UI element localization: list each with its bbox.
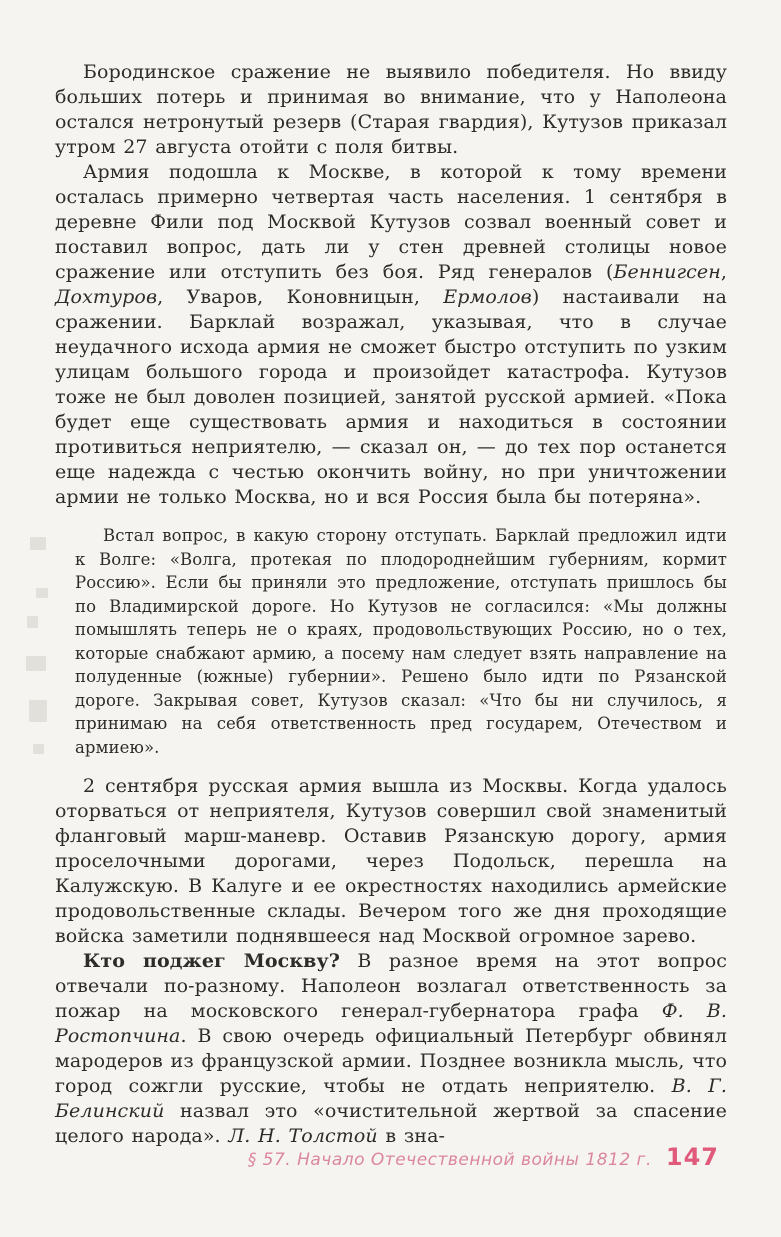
text-column bbox=[55, 60, 727, 1149]
person-name-belinsky: В. Г. Белинский bbox=[55, 1075, 727, 1122]
paragraph-text: 2 сентября русская армия вышла из Москвы. Когда удалось оторваться от неприятеля, Кутузов совершил свой знаменитый фланговый марш-маневр. Оставив Рязанскую дорогу, армия проселочными дорогами, через Подольск, перешла на Калужскую. В Калуге и ее окрестностях находились армейские продовольственные склады. Вечером того же дня проходящие войска заметили поднявшееся над Москвой огромное зарево. bbox=[55, 775, 727, 947]
person-name-rostopchin: Ф. В. Ростопчина bbox=[55, 1000, 727, 1047]
paragraph-moscow-fire bbox=[55, 949, 727, 1149]
page-footer bbox=[248, 1143, 719, 1171]
general-name-bennigsen: Беннигсен bbox=[613, 261, 721, 283]
print-bleed-mark bbox=[36, 588, 48, 598]
paragraph-fili-council bbox=[55, 160, 727, 510]
paragraph-text: В разное время на этот вопрос отвечали по-разному. Наполеон возлагал ответственность за пожар на московского генерал-губернатора графа bbox=[55, 950, 728, 1022]
person-name-tolstoy: Л. Н. Толстой bbox=[228, 1125, 378, 1147]
paragraph-text: Армия подошла к Москве, в которой к тому времени осталась примерно четвертая часть населения. 1 сентября в деревне Фили под Москвой Кутузов созвал военный совет и поставил вопрос, дать ли у стен древней столицы новое сражение или отступить без боя. Ряд генералов ( bbox=[55, 161, 727, 283]
print-bleed-mark bbox=[27, 616, 38, 628]
paragraph-text: . В свою очередь официальный Петербург обвинял мародеров из французской армии. Позднее возникла мысль, что город сожгли русские, чтобы не отдать неприятелю. bbox=[55, 1025, 727, 1097]
paragraph-text: , Уваров, Коновницын, bbox=[157, 286, 444, 308]
page-number: 147 bbox=[665, 1143, 719, 1171]
print-bleed-mark bbox=[26, 656, 46, 671]
paragraph-flank-march bbox=[55, 774, 727, 949]
excerpt-small-print bbox=[75, 524, 727, 759]
print-bleed-mark bbox=[29, 700, 47, 722]
excerpt-text: Встал вопрос, в какую сторону отступать. Барклай предложил идти к Волге: «Волга, протекая по плодороднейшим губерниям, кормит Россию». Если бы приняли это предложение, отступать пришлось бы по Владимирской дороге. Но Кутузов не согласился: «Мы должны помышлять теперь не о краях, продовольствующих Россию, но о тех, которые снабжают армию, а посему нам следует взять направление на полуденные (южные) губернии». Решено было идти по Рязанской дороге. Закрывая совет, Кутузов сказал: «Что бы ни случилось, я принимаю на себя ответственность пред государем, Отечеством и армиею». bbox=[75, 526, 727, 757]
general-name-yermolov: Ермолов bbox=[443, 286, 532, 308]
print-bleed-mark bbox=[30, 537, 46, 550]
general-name-dokhturov: Дохтуров bbox=[55, 286, 158, 308]
run-in-heading: Кто поджег Москву? bbox=[83, 950, 340, 972]
print-bleed-mark bbox=[33, 744, 44, 754]
paragraph-text: назвал это «очистительной жертвой за спасение целого народа». bbox=[55, 1100, 727, 1147]
paragraph-text: в зна- bbox=[377, 1125, 446, 1147]
running-section-title: § 57. Начало Отечественной войны 1812 г. bbox=[247, 1150, 652, 1170]
paragraph-borodino-result bbox=[55, 60, 727, 160]
paragraph-text: ) настаивали на сражении. Барклай возражал, указывая, что в случае неудачного исхода армия не сможет быстро отступить по узким улицам большого города и произойдет катастрофа. Кутузов тоже не был доволен позицией, занятой русской армией. «Пока будет еще существовать армия и находиться в состоянии противиться неприятелю, — сказал он, — до тех пор останется еще надежда с честью окончить войну, но при уничтожении армии не только Москва, но и вся Россия была бы потеряна». bbox=[55, 286, 727, 508]
paragraph-text: Бородинское сражение не выявило победителя. Но ввиду больших потерь и принимая во внимание, что у Наполеона остался нетронутый резерв (Старая гвардия), Кутузов приказал утром 27 августа отойти с поля битвы. bbox=[55, 61, 727, 158]
paragraph-text: , bbox=[720, 261, 727, 283]
